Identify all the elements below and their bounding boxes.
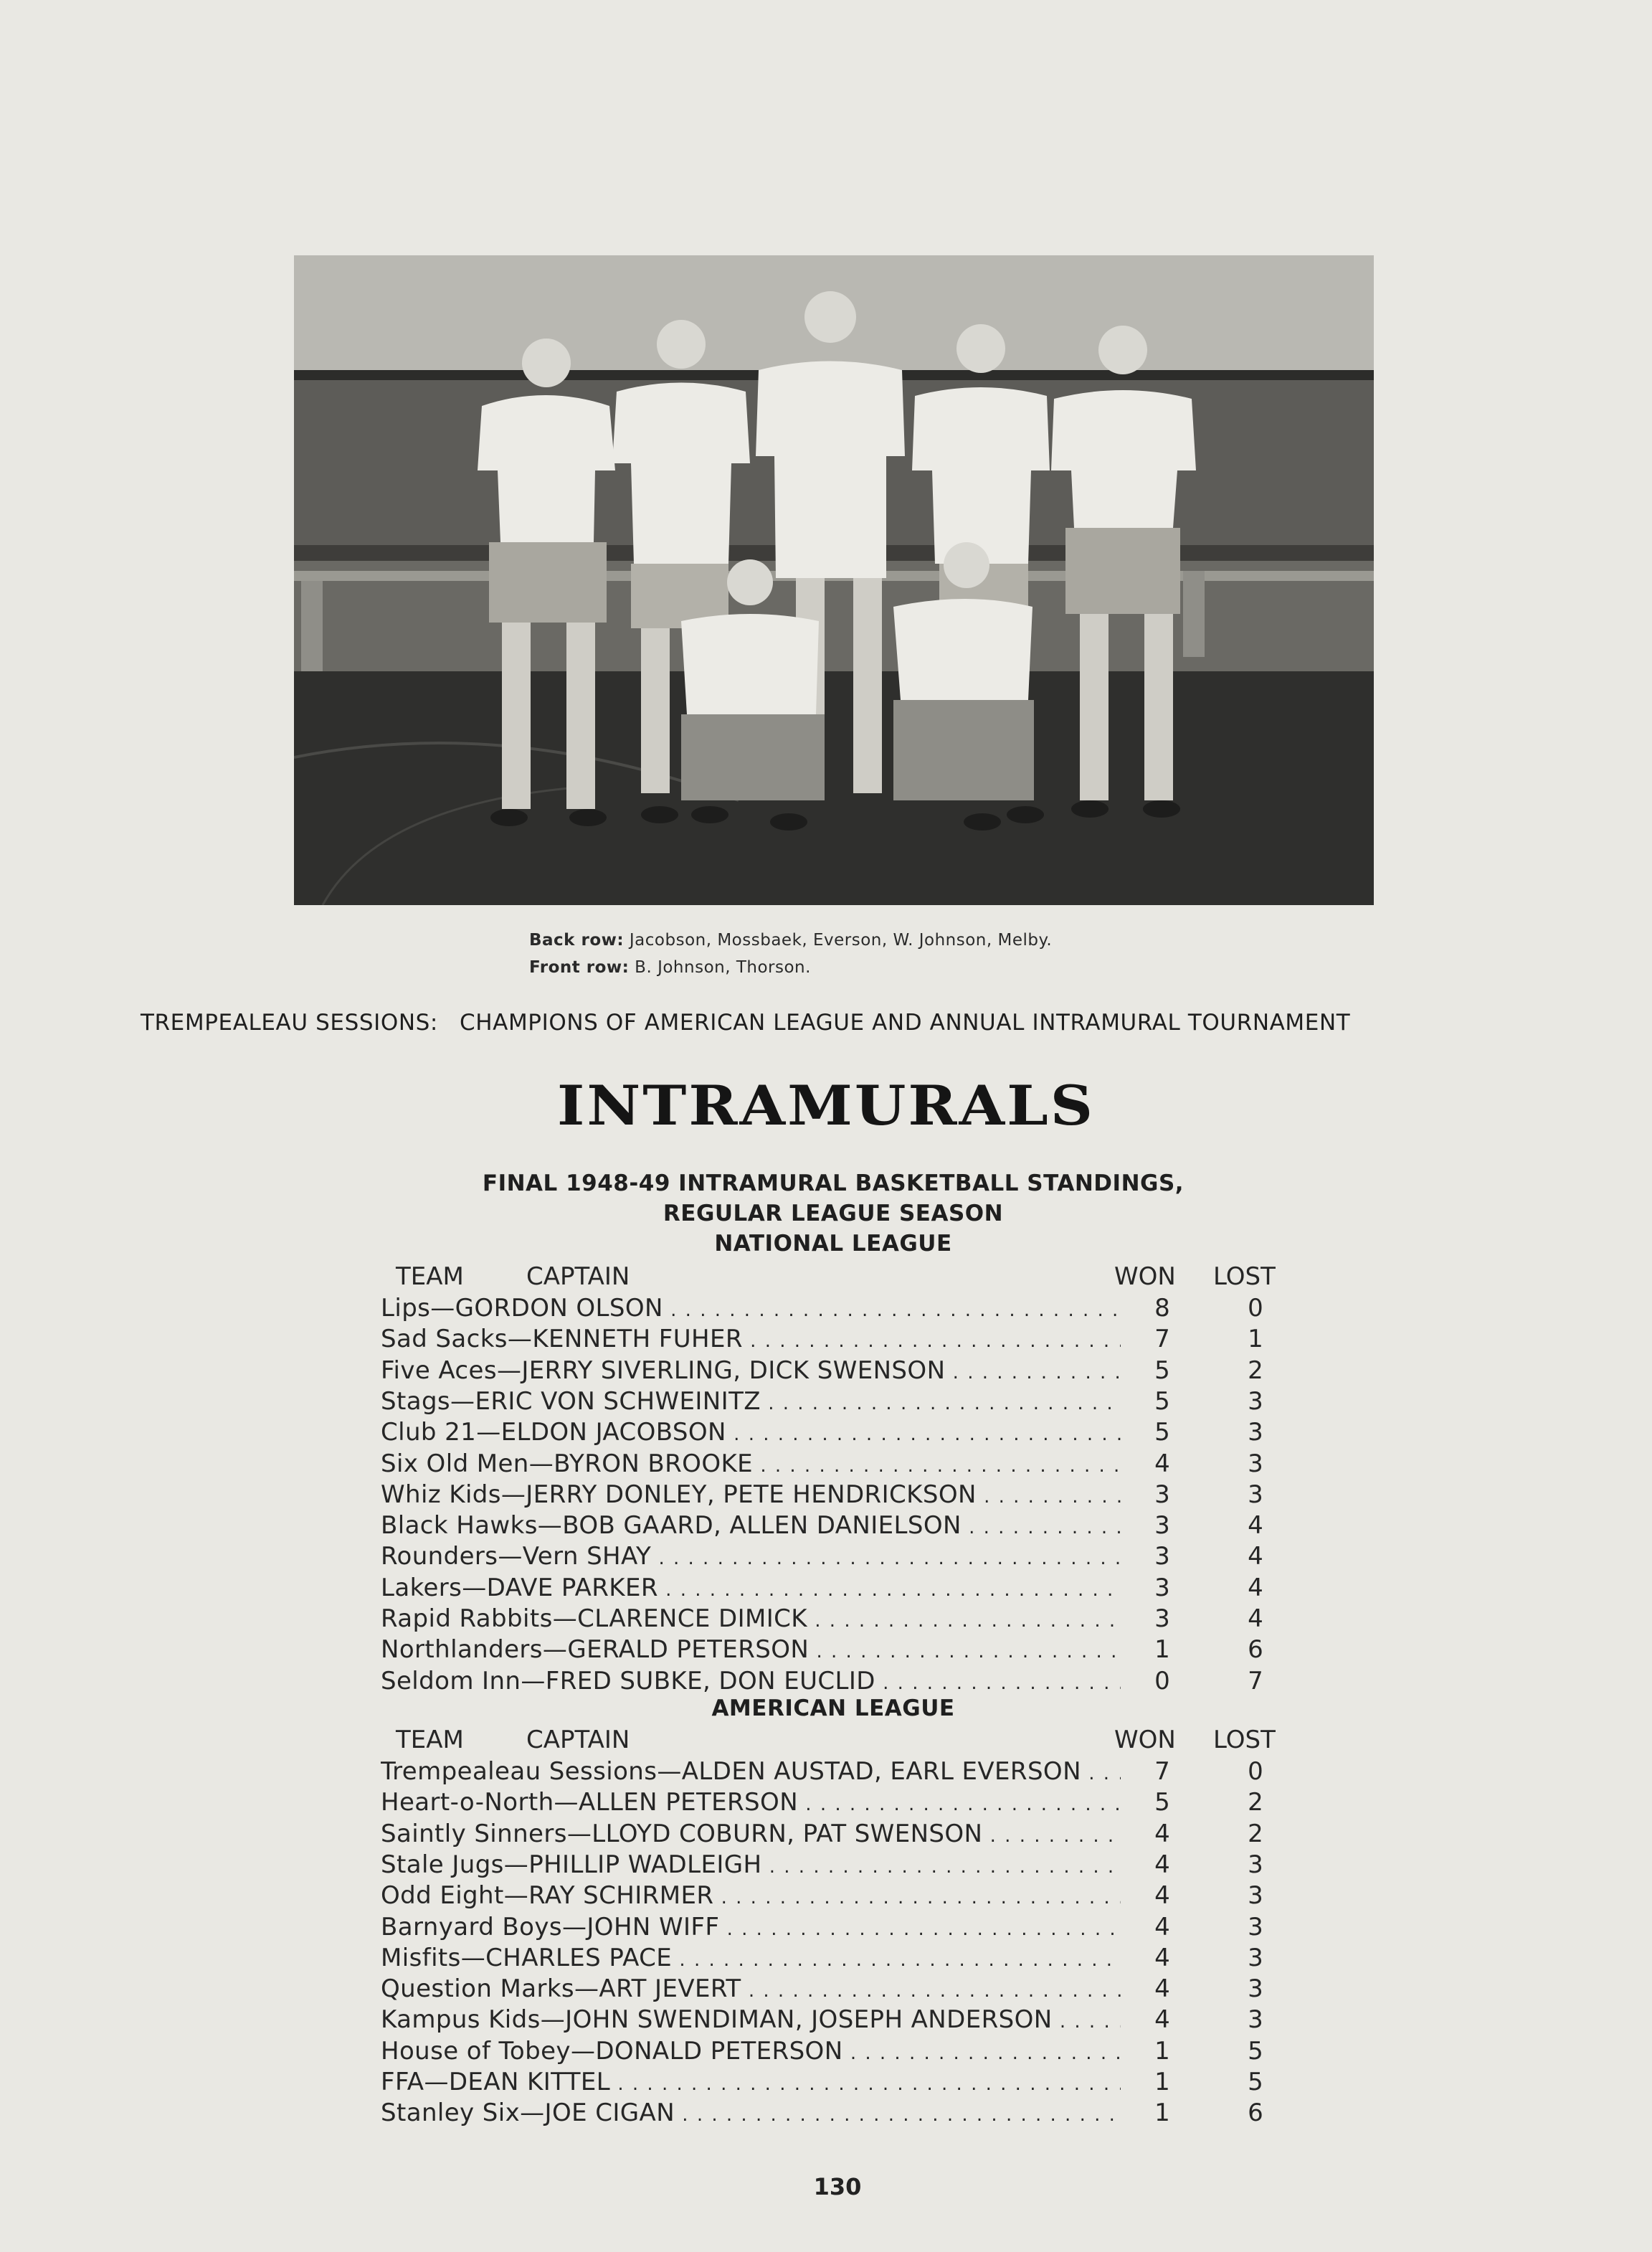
won-value: 8 — [1154, 1294, 1170, 1323]
team-captain-name: Black Hawks—BOB GAARD, ALLEN DANIELSON . . . — [381, 1511, 1121, 1540]
table-row — [381, 1449, 1291, 1480]
caption-back-names: Jacobson, Mossbaek, Everson, W. Johnson, Melby. — [629, 931, 1053, 950]
header-team: TEAM — [396, 1262, 464, 1291]
header-captain: CAPTAIN — [526, 1262, 630, 1291]
won-value: 4 — [1154, 2005, 1170, 2035]
won-value: 3 — [1154, 1480, 1170, 1509]
table-row — [381, 2099, 1291, 2129]
lost-value: 2 — [1248, 1356, 1263, 1385]
lost-value: 3 — [1248, 1974, 1263, 2004]
team-captain-name: Seldom Inn—FRED SUBKE, DON EUCLID . . . — [381, 1667, 1121, 1695]
team-captain-name: Sad Sacks—KENNETH FUHER . . . — [381, 1325, 1121, 1353]
national-league-heading: NATIONAL LEAGUE — [714, 1231, 952, 1257]
lost-value: 7 — [1248, 1666, 1263, 1695]
page-title: INTRAMURALS — [556, 1074, 1096, 1138]
lost-value: 3 — [1248, 1850, 1263, 1879]
lost-value: 3 — [1248, 1449, 1263, 1478]
caption-front-row — [529, 954, 1052, 981]
national-table-header — [396, 1262, 1285, 1294]
won-value: 5 — [1154, 1788, 1170, 1817]
team-captain-name: Saintly Sinners—LLOYD COBURN, PAT SWENSON . . . — [381, 1820, 1121, 1848]
team-captain-name: Trempealeau Sessions—ALDEN AUSTAD, EARL EVERSON . . . — [381, 1757, 1121, 1786]
champions-line — [141, 1010, 1524, 1036]
team-captain-name: Rapid Rabbits—CLARENCE DIMICK . . . — [381, 1604, 1121, 1633]
lost-value: 3 — [1248, 1418, 1263, 1447]
lost-value: 1 — [1248, 1325, 1263, 1354]
table-row — [381, 1604, 1291, 1635]
team-captain-name: Stale Jugs—PHILLIP WADLEIGH . . . — [381, 1850, 1121, 1879]
header-won: WON — [1114, 1726, 1176, 1754]
table-row — [381, 1913, 1291, 1944]
lost-value: 2 — [1248, 1788, 1263, 1817]
table-row — [381, 1325, 1291, 1356]
team-captain-name: Lips—GORDON OLSON . . . — [381, 1294, 1121, 1323]
lost-value: 3 — [1248, 1480, 1263, 1509]
table-row — [381, 1542, 1291, 1573]
team-captain-name: Whiz Kids—JERRY DONLEY, PETE HENDRICKSON . . . — [381, 1480, 1121, 1509]
team-captain-name: Stags—ERIC VON SCHWEINITZ . . . — [381, 1387, 1121, 1416]
table-row — [381, 1574, 1291, 1604]
table-row — [381, 2068, 1291, 2099]
champions-text: CHAMPIONS OF AMERICAN LEAGUE AND ANNUAL INTRAMURAL TOURNAMENT — [459, 1010, 1351, 1036]
table-row — [381, 1294, 1291, 1325]
won-value: 0 — [1154, 1666, 1170, 1695]
table-row — [381, 1757, 1291, 1788]
lost-value: 3 — [1248, 1881, 1263, 1911]
lost-value: 2 — [1248, 1819, 1263, 1848]
standings-subtitle-2: REGULAR LEAGUE SEASON — [663, 1201, 1004, 1226]
won-value: 4 — [1154, 1449, 1170, 1478]
team-captain-name: FFA—DEAN KITTEL . . . — [381, 2068, 1121, 2096]
table-row — [381, 1387, 1291, 1418]
team-photo-drawing — [294, 255, 1374, 905]
table-row — [381, 1480, 1291, 1511]
table-row — [381, 1820, 1291, 1850]
lost-value: 3 — [1248, 1912, 1263, 1941]
lost-value: 6 — [1248, 2099, 1263, 2128]
won-value: 3 — [1154, 1573, 1170, 1602]
team-captain-name: Kampus Kids—JOHN SWENDIMAN, JOSEPH ANDERSON . . . — [381, 2005, 1121, 2034]
won-value: 4 — [1154, 1912, 1170, 1941]
table-row — [381, 1356, 1291, 1387]
table-row — [381, 1667, 1291, 1698]
lost-value: 4 — [1248, 1604, 1263, 1633]
team-captain-name: Lakers—DAVE PARKER . . . — [381, 1574, 1121, 1602]
lost-value: 4 — [1248, 1573, 1263, 1602]
table-row — [381, 1635, 1291, 1666]
team-captain-name: Rounders—Vern SHAY . . . — [381, 1542, 1121, 1571]
lost-value: 0 — [1248, 1294, 1263, 1323]
won-value: 4 — [1154, 1850, 1170, 1879]
won-value: 4 — [1154, 1819, 1170, 1848]
team-captain-name: Five Aces—JERRY SIVERLING, DICK SWENSON . . . — [381, 1356, 1121, 1385]
won-value: 7 — [1154, 1757, 1170, 1786]
standings-subtitle-1: FINAL 1948-49 INTRAMURAL BASKETBALL STANDINGS, — [482, 1170, 1185, 1196]
team-captain-name: Heart-o-North—ALLEN PETERSON . . . — [381, 1788, 1121, 1817]
table-row — [381, 1850, 1291, 1881]
won-value: 7 — [1154, 1325, 1170, 1354]
table-row — [381, 1511, 1291, 1542]
team-captain-name: Club 21—ELDON JACOBSON . . . — [381, 1418, 1121, 1447]
won-value: 5 — [1154, 1386, 1170, 1416]
won-value: 4 — [1154, 1943, 1170, 1972]
page-number: 130 — [813, 2173, 862, 2200]
won-value: 3 — [1154, 1542, 1170, 1571]
won-value: 1 — [1154, 1635, 1170, 1665]
american-table-header — [396, 1726, 1285, 1757]
caption-front-names: B. Johnson, Thorson. — [635, 958, 811, 977]
table-row — [381, 1944, 1291, 1974]
team-captain-name: Northlanders—GERALD PETERSON . . . — [381, 1635, 1121, 1664]
lost-value: 3 — [1248, 1943, 1263, 1972]
lost-value: 3 — [1248, 1386, 1263, 1416]
team-captain-name: House of Tobey—DONALD PETERSON . . . — [381, 2037, 1121, 2066]
won-value: 4 — [1154, 1974, 1170, 2004]
lost-value: 6 — [1248, 1635, 1263, 1665]
team-captain-name: Odd Eight—RAY SCHIRMER . . . — [381, 1881, 1121, 1910]
table-row — [381, 1418, 1291, 1449]
header-won: WON — [1114, 1262, 1176, 1291]
won-value: 3 — [1154, 1511, 1170, 1541]
lost-value: 4 — [1248, 1511, 1263, 1541]
team-captain-name: Misfits—CHARLES PACE . . . — [381, 1944, 1121, 1972]
table-row — [381, 1974, 1291, 2005]
won-value: 5 — [1154, 1418, 1170, 1447]
team-captain-name: Question Marks—ART JEVERT . . . — [381, 1974, 1121, 2003]
team-photo — [294, 255, 1374, 905]
caption-back-label: Back row: — [529, 931, 625, 950]
table-row — [381, 1881, 1291, 1912]
team-captain-name: Stanley Six—JOE CIGAN . . . — [381, 2099, 1121, 2127]
table-row — [381, 2037, 1291, 2068]
team-captain-name: Barnyard Boys—JOHN WIFF . . . — [381, 1913, 1121, 1941]
header-team: TEAM — [396, 1726, 464, 1754]
lost-value: 3 — [1248, 2005, 1263, 2035]
team-captain-name: Six Old Men—BYRON BROOKE . . . — [381, 1449, 1121, 1478]
won-value: 3 — [1154, 1604, 1170, 1633]
header-captain: CAPTAIN — [526, 1726, 630, 1754]
american-league-heading: AMERICAN LEAGUE — [711, 1695, 955, 1721]
won-value: 4 — [1154, 1881, 1170, 1911]
lost-value: 4 — [1248, 1542, 1263, 1571]
table-row — [381, 2005, 1291, 2036]
won-value: 1 — [1154, 2068, 1170, 2096]
caption-back-row — [529, 927, 1052, 954]
header-lost: LOST — [1213, 1726, 1276, 1754]
photo-caption — [529, 927, 1052, 981]
table-row — [381, 1788, 1291, 1819]
lost-value: 5 — [1248, 2068, 1263, 2096]
header-lost: LOST — [1213, 1262, 1276, 1291]
champions-team: TREMPEALEAU SESSIONS: — [141, 1010, 438, 1036]
won-value: 1 — [1154, 2099, 1170, 2128]
caption-front-label: Front row: — [529, 958, 630, 977]
won-value: 1 — [1154, 2036, 1170, 2066]
lost-value: 5 — [1248, 2036, 1263, 2066]
won-value: 5 — [1154, 1356, 1170, 1385]
lost-value: 0 — [1248, 1757, 1263, 1786]
